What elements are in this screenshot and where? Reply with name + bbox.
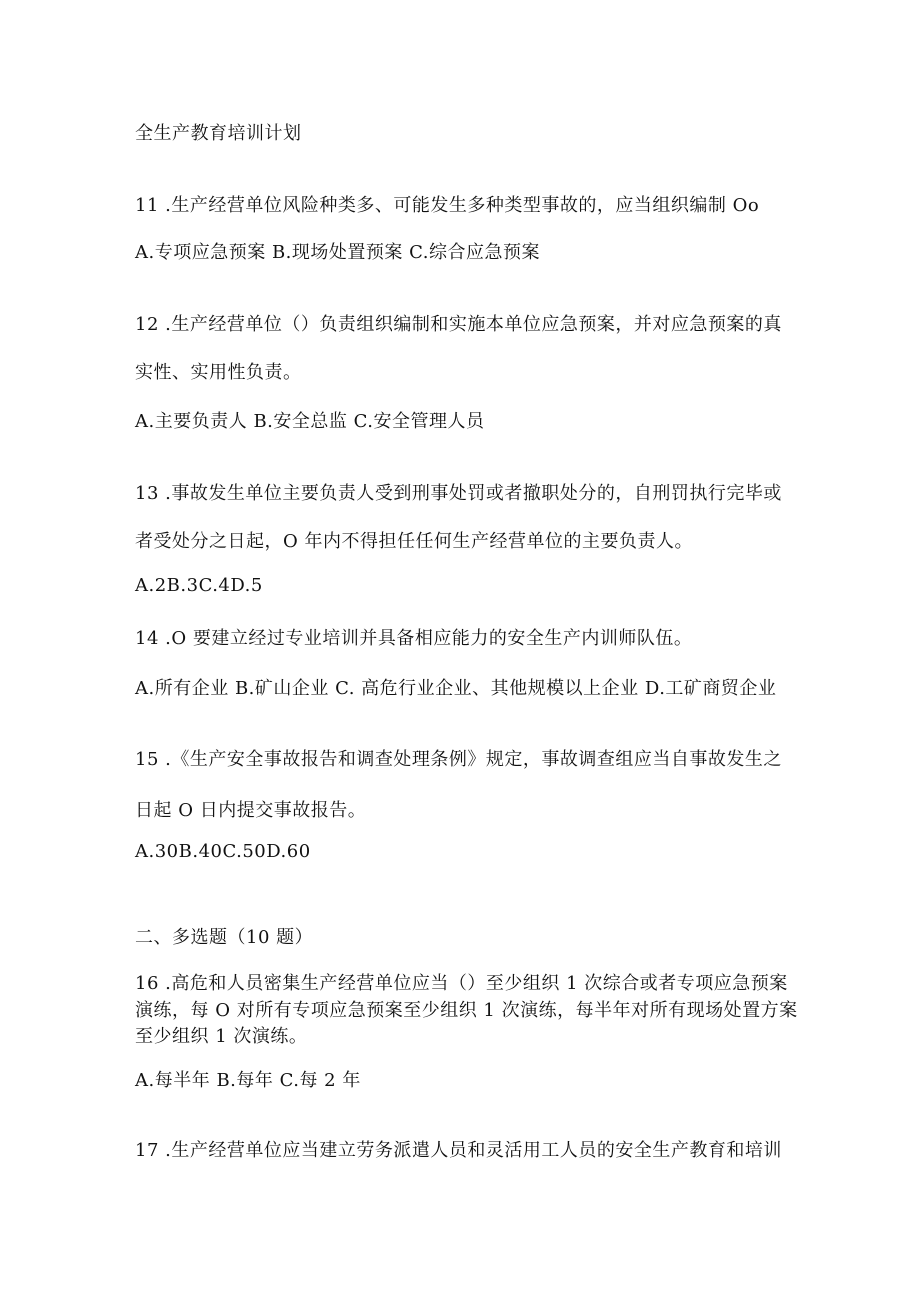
q12-question-line1: 12 .生产经营单位（）负责组织编制和实施本单位应急预案，并对应急预案的真: [135, 314, 782, 335]
intro-text: 全生产教育培训计划: [135, 123, 302, 144]
q15-question-line2: 日起 O 日内提交事故报告。: [135, 800, 367, 821]
q16-question-line2: 演练，每 O 对所有专项应急预案至少组织 1 次演练，每半年对所有现场处置方案: [135, 1000, 798, 1021]
q16-question-line3: 至少组织 1 次演练。: [135, 1026, 308, 1047]
q17-question-line1: 17 .生产经营单位应当建立劳务派遣人员和灵活用工人员的安全生产教育和培训: [135, 1140, 782, 1161]
q16-options: A.每半年 B.每年 C.每 2 年: [135, 1070, 361, 1091]
q13-question-line2: 者受处分之日起，O 年内不得担任任何生产经营单位的主要负责人。: [135, 531, 693, 552]
q14-options: A.所有企业 B.矿山企业 C. 高危行业企业、其他规模以上企业 D.工矿商贸企业: [135, 678, 777, 699]
section2-title: 二、多选题（10 题）: [135, 927, 314, 948]
q15-question-line1: 15 .《生产安全事故报告和调查处理条例》规定，事故调查组应当自事故发生之: [135, 749, 782, 770]
q12-question-line2: 实性、实用性负责。: [135, 362, 302, 383]
q12-options: A.主要负责人 B.安全总监 C.安全管理人员: [135, 411, 485, 432]
q16-question-line1: 16 .高危和人员密集生产经营单位应当（）至少组织 1 次综合或者专项应急预案: [135, 973, 788, 994]
q13-question-line1: 13 .事故发生单位主要负责人受到刑事处罚或者撤职处分的，自刑罚执行完毕或: [135, 483, 782, 504]
q14-question: 14 .O 要建立经过专业培训并具备相应能力的安全生产内训师队伍。: [135, 628, 693, 649]
q15-options: A.30B.40C.50D.60: [135, 841, 311, 862]
q11-options: A.专项应急预案 B.现场处置预案 C.综合应急预案: [135, 242, 540, 263]
q11-question: 11 .生产经营单位风险种类多、可能发生多种类型事故的，应当组织编制 Oo: [135, 195, 760, 216]
q13-options: A.2B.3C.4D.5: [135, 575, 263, 596]
